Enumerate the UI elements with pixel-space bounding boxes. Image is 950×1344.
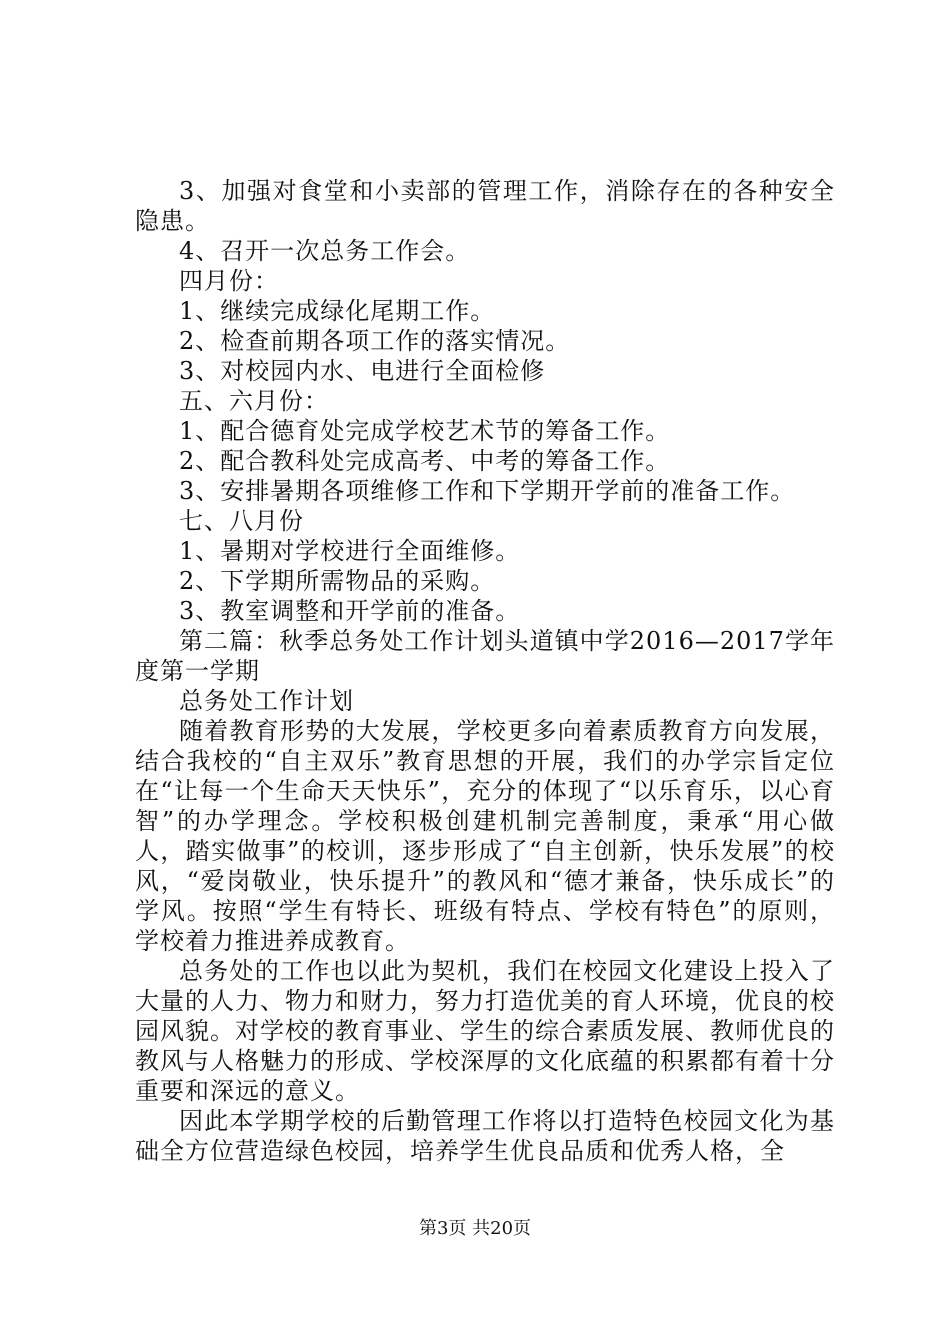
paragraph: 3、加强对食堂和小卖部的管理工作，消除存在的各种安全隐患。 — [135, 177, 835, 235]
paragraph: 3、教室调整和开学前的准备。 — [179, 597, 521, 625]
paragraph: 随着教育形势的大发展，学校更多向着素质教育方向发展，结合我校的“自主双乐”教育思想的开展，我们的办学宗旨定位在“让每一个生命天天快乐”，充分的体现了“以乐育乐，以心育智”的办学理念。学校积极创建机制完善制度，秉承“用心做人，踏实做事”的校训，逐步形成了“自主创新，快乐发展”的校风，“爱岗敬业，快乐提升”的教风和“德才兼备，快乐成长”的学风。按照“学生有特长、班级有特点、学校有特色”的原则，学校着力推进养成教育。 — [135, 717, 835, 955]
paragraph: 2、检查前期各项工作的落实情况。 — [179, 327, 571, 355]
paragraph: 因此本学期学校的后勤管理工作将以打造特色校园文化为基础全方位营造绿色校园，培养学生优良品质和优秀人格，全 — [135, 1107, 835, 1165]
paragraph: 2、配合教科处完成高考、中考的筹备工作。 — [179, 447, 671, 475]
paragraph: 1、暑期对学校进行全面维修。 — [179, 537, 521, 565]
paragraph: 4、召开一次总务工作会。 — [179, 237, 471, 265]
paragraph: 五、六月份： — [179, 387, 329, 415]
paragraph: 3、安排暑期各项维修工作和下学期开学前的准备工作。 — [179, 477, 796, 505]
paragraph: 2、下学期所需物品的采购。 — [179, 567, 496, 595]
section-heading: 第二篇：秋季总务处工作计划头道镇中学2016—2017学年度第一学期 — [135, 627, 835, 685]
paragraph: 1、配合德育处完成学校艺术节的筹备工作。 — [179, 417, 671, 445]
paragraph: 四月份： — [179, 267, 279, 295]
paragraph: 3、对校园内水、电进行全面检修 — [179, 357, 546, 385]
paragraph: 七、八月份 — [179, 507, 304, 535]
page-number-footer: 第3页 共20页 — [418, 1218, 532, 1239]
paragraph: 1、继续完成绿化尾期工作。 — [179, 297, 496, 325]
paragraph: 总务处的工作也以此为契机，我们在校园文化建设上投入了大量的人力、物力和财力，努力打造优美的育人环境，优良的校园风貌。对学校的教育事业、学生的综合素质发展、教师优良的教风与人格魅力的形成、学校深厚的文化底蕴的积累都有着十分重要和深远的意义。 — [135, 957, 835, 1105]
section-subheading: 总务处工作计划 — [179, 687, 354, 715]
document-body — [135, 176, 835, 1166]
